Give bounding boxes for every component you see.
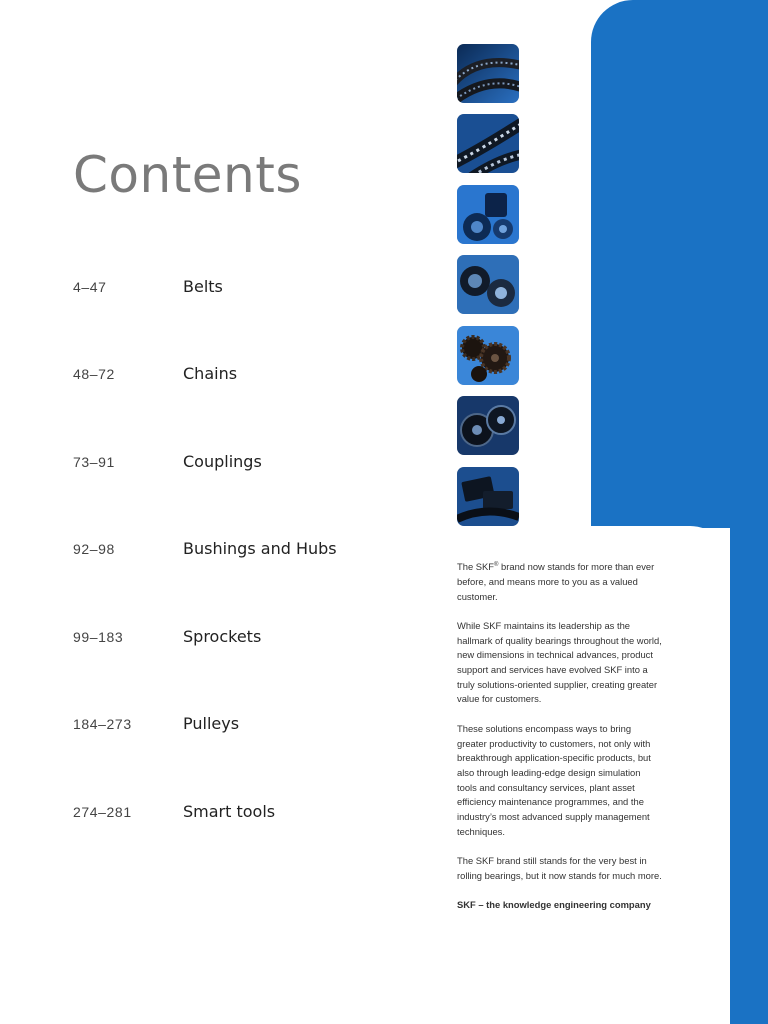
- toc-entry-sprockets[interactable]: [73, 627, 413, 651]
- intro-text: [457, 558, 662, 928]
- toc-title[interactable]: Bushings and Hubs: [183, 539, 337, 558]
- toc-entry-belts[interactable]: [73, 277, 413, 301]
- toc-pages: 274–281: [73, 804, 132, 820]
- blue-edge-strip: [730, 0, 768, 1024]
- bushings-thumbnail: [457, 255, 519, 314]
- intro-paragraph: These solutions encompass ways to bring greater productivity to customers, not only with breakthrough application-specific products, but also through leading-edge design simulation tools and consultancy services, plant asset efficiency maintenance programmes, and the industry’s most advanced supply management techniques.: [457, 722, 651, 837]
- tagline: SKF – the knowledge engineering company: [457, 899, 651, 911]
- toc-pages: 4–47: [73, 279, 107, 295]
- pulleys-thumbnail: [457, 396, 519, 455]
- toc-pages: 92–98: [73, 541, 115, 557]
- toc-entry-smart-tools[interactable]: [73, 802, 413, 826]
- smart-tools-thumbnail: [457, 467, 519, 526]
- intro-text-run: The SKF: [457, 561, 494, 573]
- page-title: Contents: [73, 146, 302, 204]
- registered-mark: ®: [494, 562, 499, 568]
- toc-title[interactable]: Couplings: [183, 452, 262, 471]
- sprockets-thumbnail: [457, 326, 519, 385]
- toc-entry-couplings[interactable]: [73, 452, 413, 476]
- toc-title[interactable]: Pulleys: [183, 714, 240, 733]
- intro-paragraph: [457, 558, 662, 604]
- toc-pages: 184–273: [73, 716, 132, 732]
- toc-pages: 99–183: [73, 629, 124, 645]
- toc-title[interactable]: Chains: [183, 364, 238, 383]
- couplings-thumbnail: [457, 185, 519, 244]
- toc-pages: 73–91: [73, 454, 115, 470]
- toc-title[interactable]: Smart tools: [183, 802, 276, 821]
- toc-title[interactable]: Belts: [183, 277, 223, 296]
- toc-entry-pulleys[interactable]: [73, 714, 413, 738]
- intro-paragraph: The SKF brand still stands for the very best in rolling bearings, but it now stands for much more.: [457, 855, 662, 881]
- belts-thumbnail: [457, 44, 519, 103]
- toc-entry-chains[interactable]: [73, 364, 413, 388]
- intro-text-run: brand now stands for more than ever before, and means more to you as a valued customer.: [457, 561, 655, 602]
- intro-paragraph: While SKF maintains its leadership as the hallmark of quality bearings throughout the world, new dimensions in technical advances, product support and services have evolved SKF into a truly solutions-oriented supplier, creating greater value for customers.: [457, 619, 662, 705]
- toc-entry-bushings-and-hubs[interactable]: [73, 539, 413, 563]
- toc-pages: 48–72: [73, 366, 115, 382]
- chains-thumbnail: [457, 114, 519, 173]
- toc-title[interactable]: Sprockets: [183, 627, 262, 646]
